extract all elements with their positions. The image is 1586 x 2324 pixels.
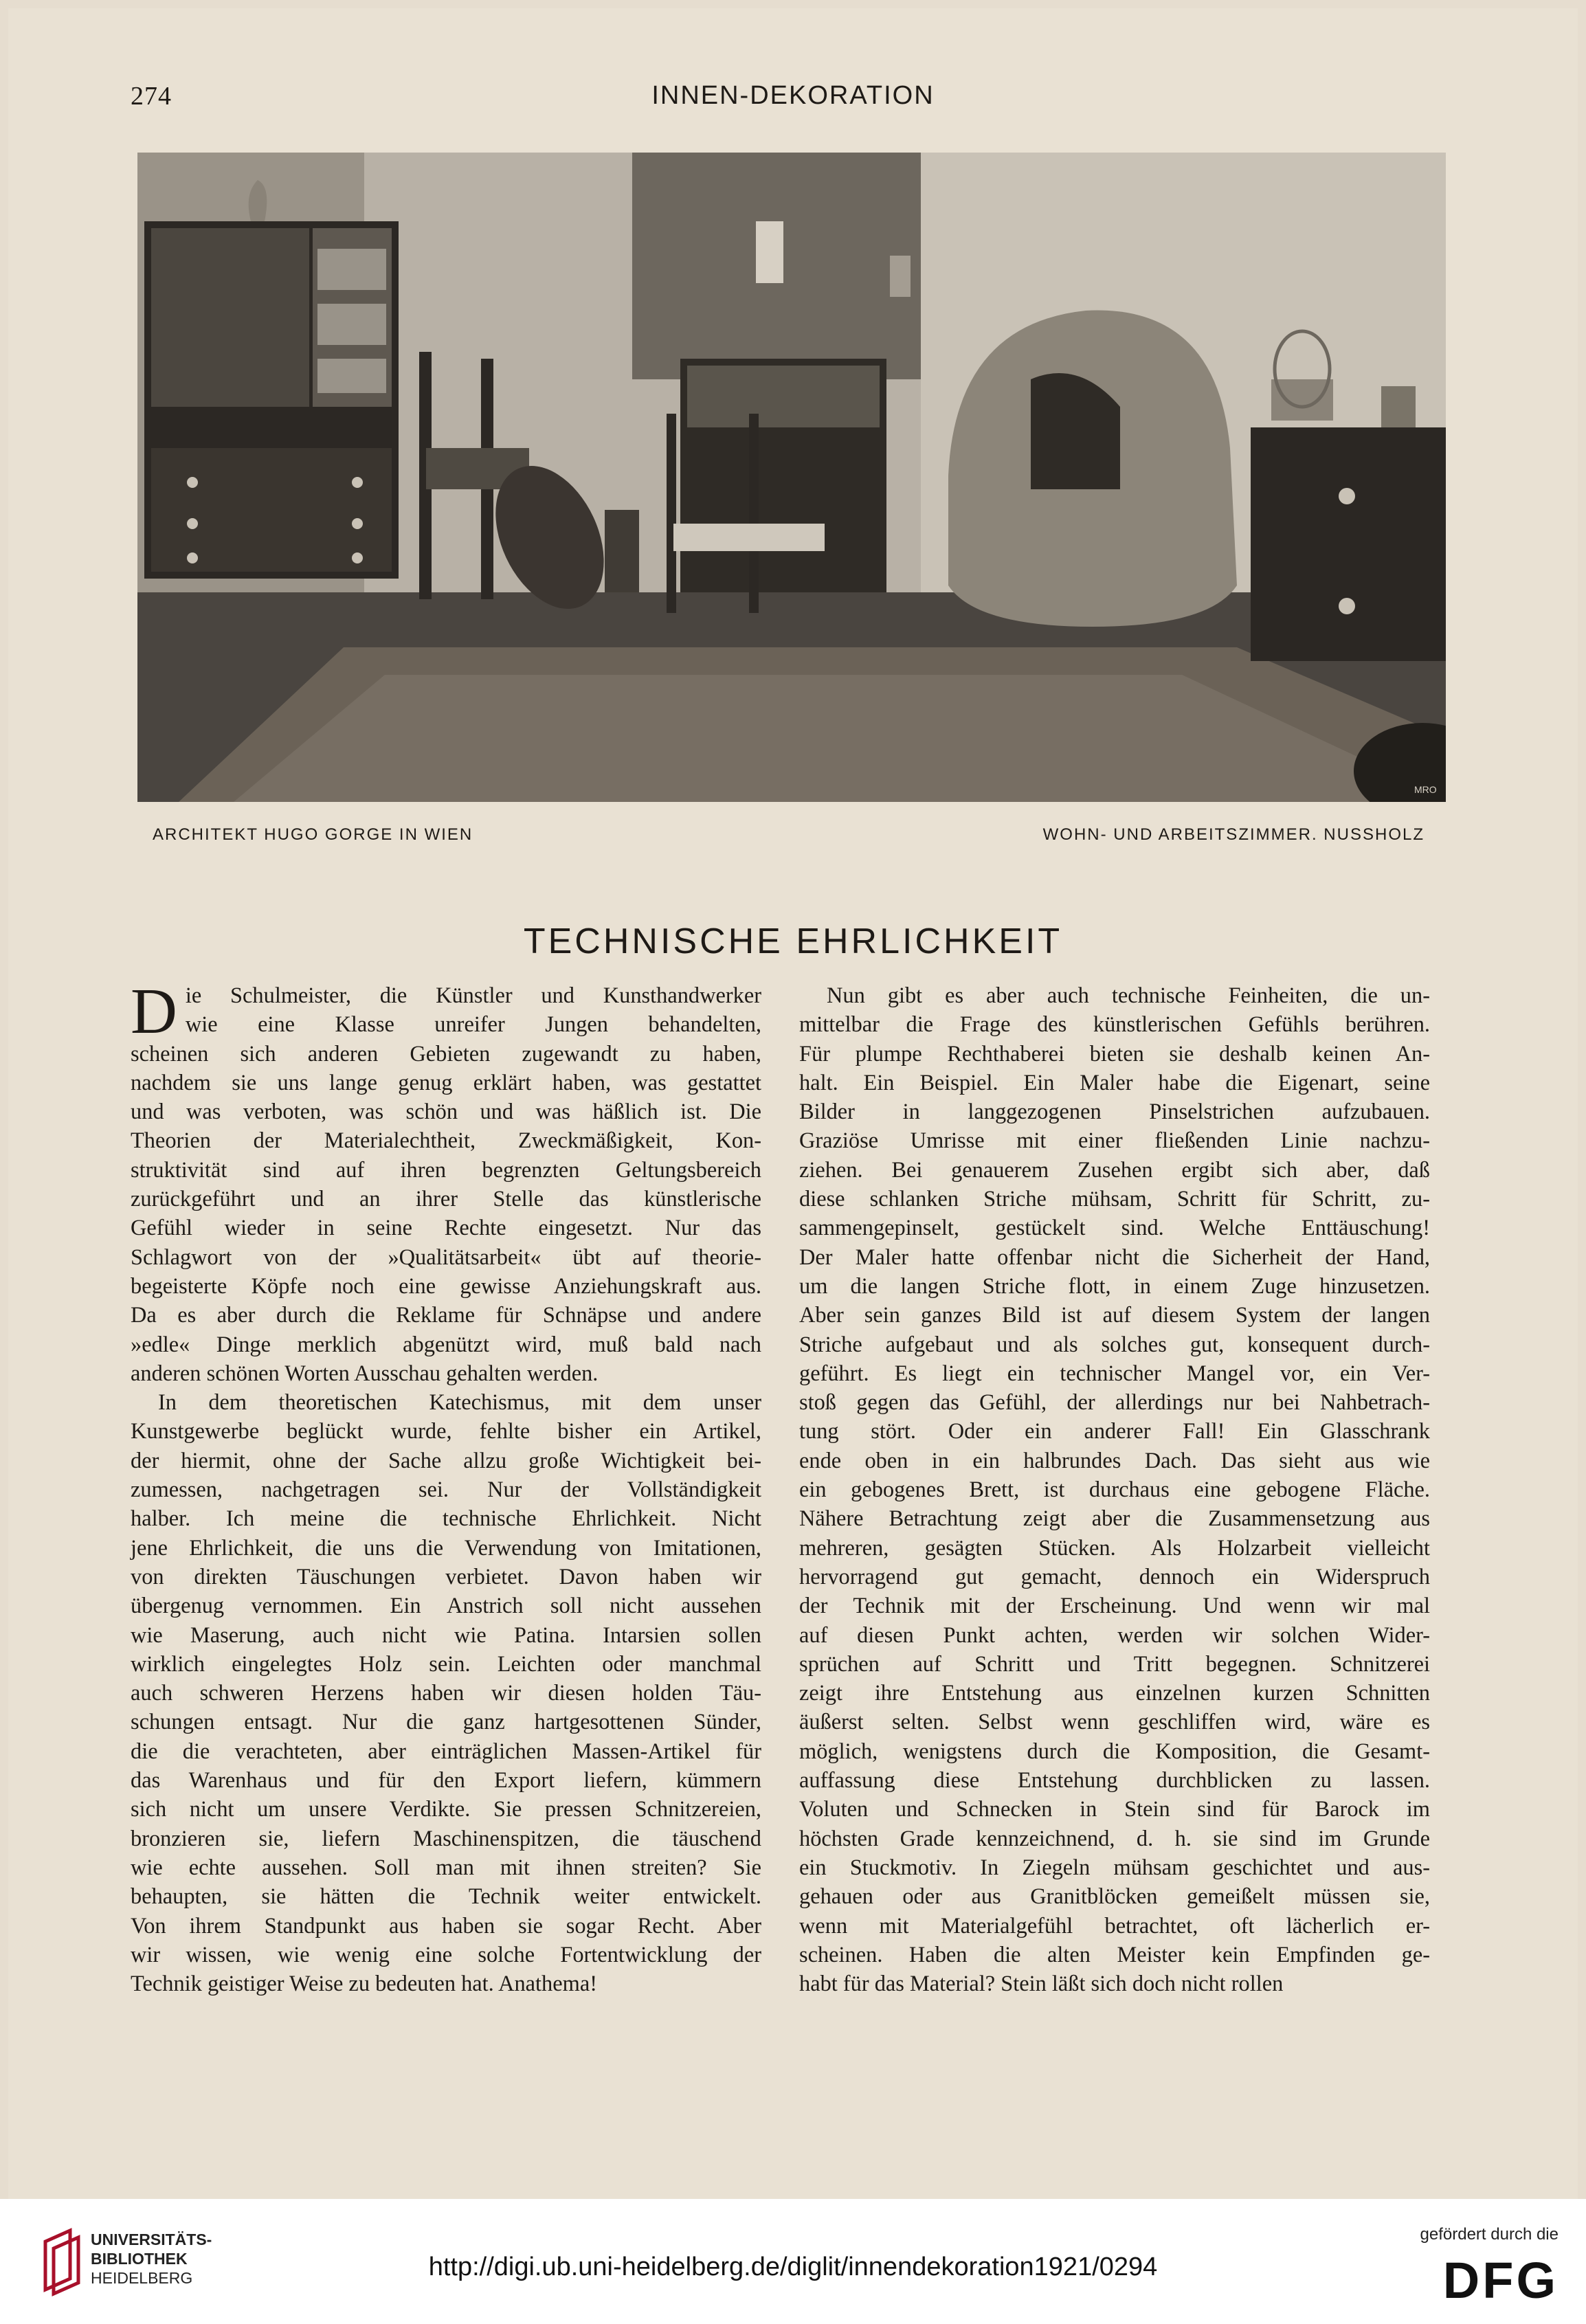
text-line: Theorien der Materialechtheit, Zweckmäßigkeit, Kon- [131,1128,761,1154]
library-line-3: HEIDELBERG [91,2269,193,2287]
text-line: nachdem sie uns lange genug erklärt haben, was gestattet [131,1070,761,1095]
text-line: mittelbar die Frage des künstlerischen Gefühls berühren. [799,1012,1430,1038]
interior-photograph [137,153,1446,802]
text-line: wie Maserung, auch nicht wie Patina. Intarsien sollen [131,1622,761,1648]
text-line: stoß gegen das Gefühl, der allerdings nur bei Nahbetrach- [799,1390,1430,1416]
text-line: Schlagwort von der »Qualitätsarbeit« übt auf theorie- [131,1244,761,1270]
text-line: auffassung diese Entstehung durchblicken zu lassen. [799,1768,1430,1794]
page-number: 274 [131,82,172,111]
text-line: von direkten Täuschungen verbietet. Davon haben wir [131,1564,761,1589]
source-url-link[interactable]: http://digi.ub.uni-heidelberg.de/diglit/innendekoration1921/0294 [428,2253,1158,2281]
text-line: Technik geistiger Weise zu bedeuten hat. Anathema! [131,1971,597,1997]
article-title: TECHNISCHE EHRLICHKEIT [523,921,1063,961]
library-line-2: BIBLIOTHEK [91,2250,188,2268]
text-line: möglich, wenigstens durch die Komposition, die Gesamt- [799,1739,1430,1764]
text-line: behaupten, sie hätten die Technik weiter entwickelt. [131,1884,761,1910]
text-line: ein gebogenes Brett, ist durchaus eine gebogene Fläche. [799,1477,1430,1503]
text-line: Kunstgewerbe beglückt wurde, fehlte bisher ein Artikel, [131,1419,761,1444]
funding-note: gefördert durch die [1420,2225,1559,2244]
text-line: Striche aufgebaut und als solches gut, konsequent durch- [799,1332,1430,1357]
text-line: Bilder in langgezogenen Pinselstrichen aufzubauen. [799,1099,1430,1125]
text-line: bronzieren sie, liefern Maschinenspitzen, die täuschend [131,1826,761,1851]
text-line: anderen schönen Worten Ausschau gehalten werden. [131,1361,599,1386]
text-line: Graziöse Umrisse mit einer fließenden Linie nachzu- [799,1128,1430,1154]
caption-architect: ARCHITEKT HUGO GORGE IN WIEN [153,825,473,844]
text-line: Nähere Betrachtung zeigt aber die Zusammensetzung aus [799,1506,1430,1532]
text-line: ie Schulmeister, die Künstler und Kunsthandwerker [185,983,761,1008]
text-line: In dem theoretischen Katechismus, mit dem unser [158,1390,761,1416]
text-line: jene Ehrlichkeit, die uns die Verwendung von Imitationen, [131,1535,761,1561]
text-line: um die langen Striche flott, in einem Zuge hinzusetzen. [799,1273,1430,1299]
text-line: begeisterte Köpfe noch eine gewisse Anziehungskraft aus. [131,1273,761,1299]
digitization-footer [0,2199,1586,2324]
text-line: Gefühl wieder in seine Rechte eingesetzt. Nur das [131,1216,761,1241]
text-line: der hiermit, ohne der Sache allzu große Wichtigkeit bei- [131,1448,761,1473]
text-line: ziehen. Bei genauerem Zusehen ergibt sich aber, daß [799,1157,1430,1183]
text-line: geführt. Es liegt ein technischer Mangel vor, ein Ver- [799,1361,1430,1386]
text-line: äußerst selten. Selbst wenn geschliffen wird, wäre es [799,1710,1430,1735]
dfg-logo: DFG [1442,2252,1559,2309]
photo-signature: MRO [1414,784,1437,795]
text-line: wir wissen, wie wenig eine solche Fortentwicklung der [131,1942,761,1967]
text-line: sammengepinselt, gestückelt sind. Welche Enttäuschung! [799,1216,1430,1241]
text-line: diese schlanken Striche mühsam, Schritt für Schritt, zu- [799,1187,1430,1212]
text-line: halber. Ich meine die technische Ehrlichkeit. Nicht [131,1506,761,1532]
text-line: zeigt ihre Entstehung aus einzelnen kurzen Schnitten [799,1681,1430,1706]
text-line: tung stört. Oder ein anderer Fall! Ein Glasschrank [799,1419,1430,1444]
running-title: INNEN-DEKORATION [651,81,935,110]
library-line-1: UNIVERSITÄTS- [91,2231,212,2248]
text-line: schungen entsagt. Nur die ganz hartgesottenen Sünder, [131,1710,761,1735]
text-line: »edle« Dinge merklich abgenützt wird, muß bald nach [131,1332,761,1357]
article-left-column [131,976,761,1998]
text-line: ende oben in ein halbrundes Dach. Das sieht aus wie [799,1448,1430,1473]
text-line: auch schweren Herzens haben wir diesen holden Täu- [131,1681,761,1706]
text-line: sich nicht um unsere Verdikte. Sie pressen Schnitzereien, [131,1797,761,1822]
text-line: wirklich eingelegtes Holz sein. Leichten oder manchmal [131,1651,761,1677]
text-line: Aber sein ganzes Bild ist auf diesem System der langen [799,1303,1430,1328]
text-line: Voluten und Schnecken in Stein sind für Barock im [799,1797,1430,1822]
text-line: scheinen. Haben die alten Meister kein Empfinden ge- [799,1942,1430,1967]
text-line: und was verboten, was schön und was häßlich ist. Die [131,1099,761,1125]
text-line: zumessen, nachgetragen sei. Nur der Vollständigkeit [131,1477,761,1503]
text-line: scheinen sich anderen Gebieten zugewandt zu haben, [131,1041,761,1066]
text-line: Da es aber durch die Reklame für Schnäpse und andere [131,1303,761,1328]
text-line: Von ihrem Standpunkt aus haben sie sogar Recht. Aber [131,1913,761,1938]
text-line: ein Stuckmotiv. In Ziegeln mühsam geschichtet und aus- [799,1855,1430,1880]
text-line: struktivität sind auf ihren begrenzten Geltungsbereich [131,1157,761,1183]
text-line: auf diesen Punkt achten, werden wir solchen Wider- [799,1622,1430,1648]
text-line: hervorragend gut gemacht, dennoch ein Widerspruch [799,1564,1430,1589]
caption-room: WOHN- UND ARBEITSZIMMER. NUSSHOLZ [1042,825,1425,844]
text-line: die die verachteten, aber einträglichen Massen-Artikel für [131,1739,761,1764]
text-line: Nun gibt es aber auch technische Feinheiten, die un- [827,983,1430,1008]
text-line: übergenug vernommen. Ein Anstrich soll nicht aussehen [131,1594,761,1619]
article-right-column [799,981,1430,1998]
drop-cap-initial: D [131,976,177,1047]
text-line: wie echte aussehen. Soll man mit ihnen streiten? Sie [131,1855,761,1880]
text-line: habt für das Material? Stein läßt sich doch nicht rollen [799,1971,1284,1997]
text-line: das Warenhaus und für den Export liefern, kümmern [131,1768,761,1794]
text-line: Für plumpe Rechthaberei bieten sie deshalb keinen An- [799,1041,1430,1066]
text-line: mehreren, gesägten Stücken. Als Holzarbeit vielleicht [799,1535,1430,1561]
text-line: Der Maler hatte offenbar nicht die Sicherheit der Hand, [799,1244,1430,1270]
text-line: gehauen oder aus Granitblöcken gemeißelt müssen sie, [799,1884,1430,1910]
text-line: halt. Ein Beispiel. Ein Maler habe die Eigenart, seine [799,1070,1430,1095]
text-line: wie eine Klasse unreifer Jungen behandelten, [185,1012,761,1038]
text-line: sprüchen auf Schritt und Tritt begegnen. Schnitzerei [799,1651,1430,1677]
text-line: zurückgeführt und an ihrer Stelle das künstlerische [131,1187,761,1212]
text-line: der Technik mit der Erscheinung. Und wenn wir mal [799,1594,1430,1619]
text-line: höchsten Grade kennzeichnend, d. h. sie sind im Grunde [799,1826,1430,1851]
text-line: wenn mit Materialgefühl betrachtet, oft lächerlich er- [799,1913,1430,1938]
